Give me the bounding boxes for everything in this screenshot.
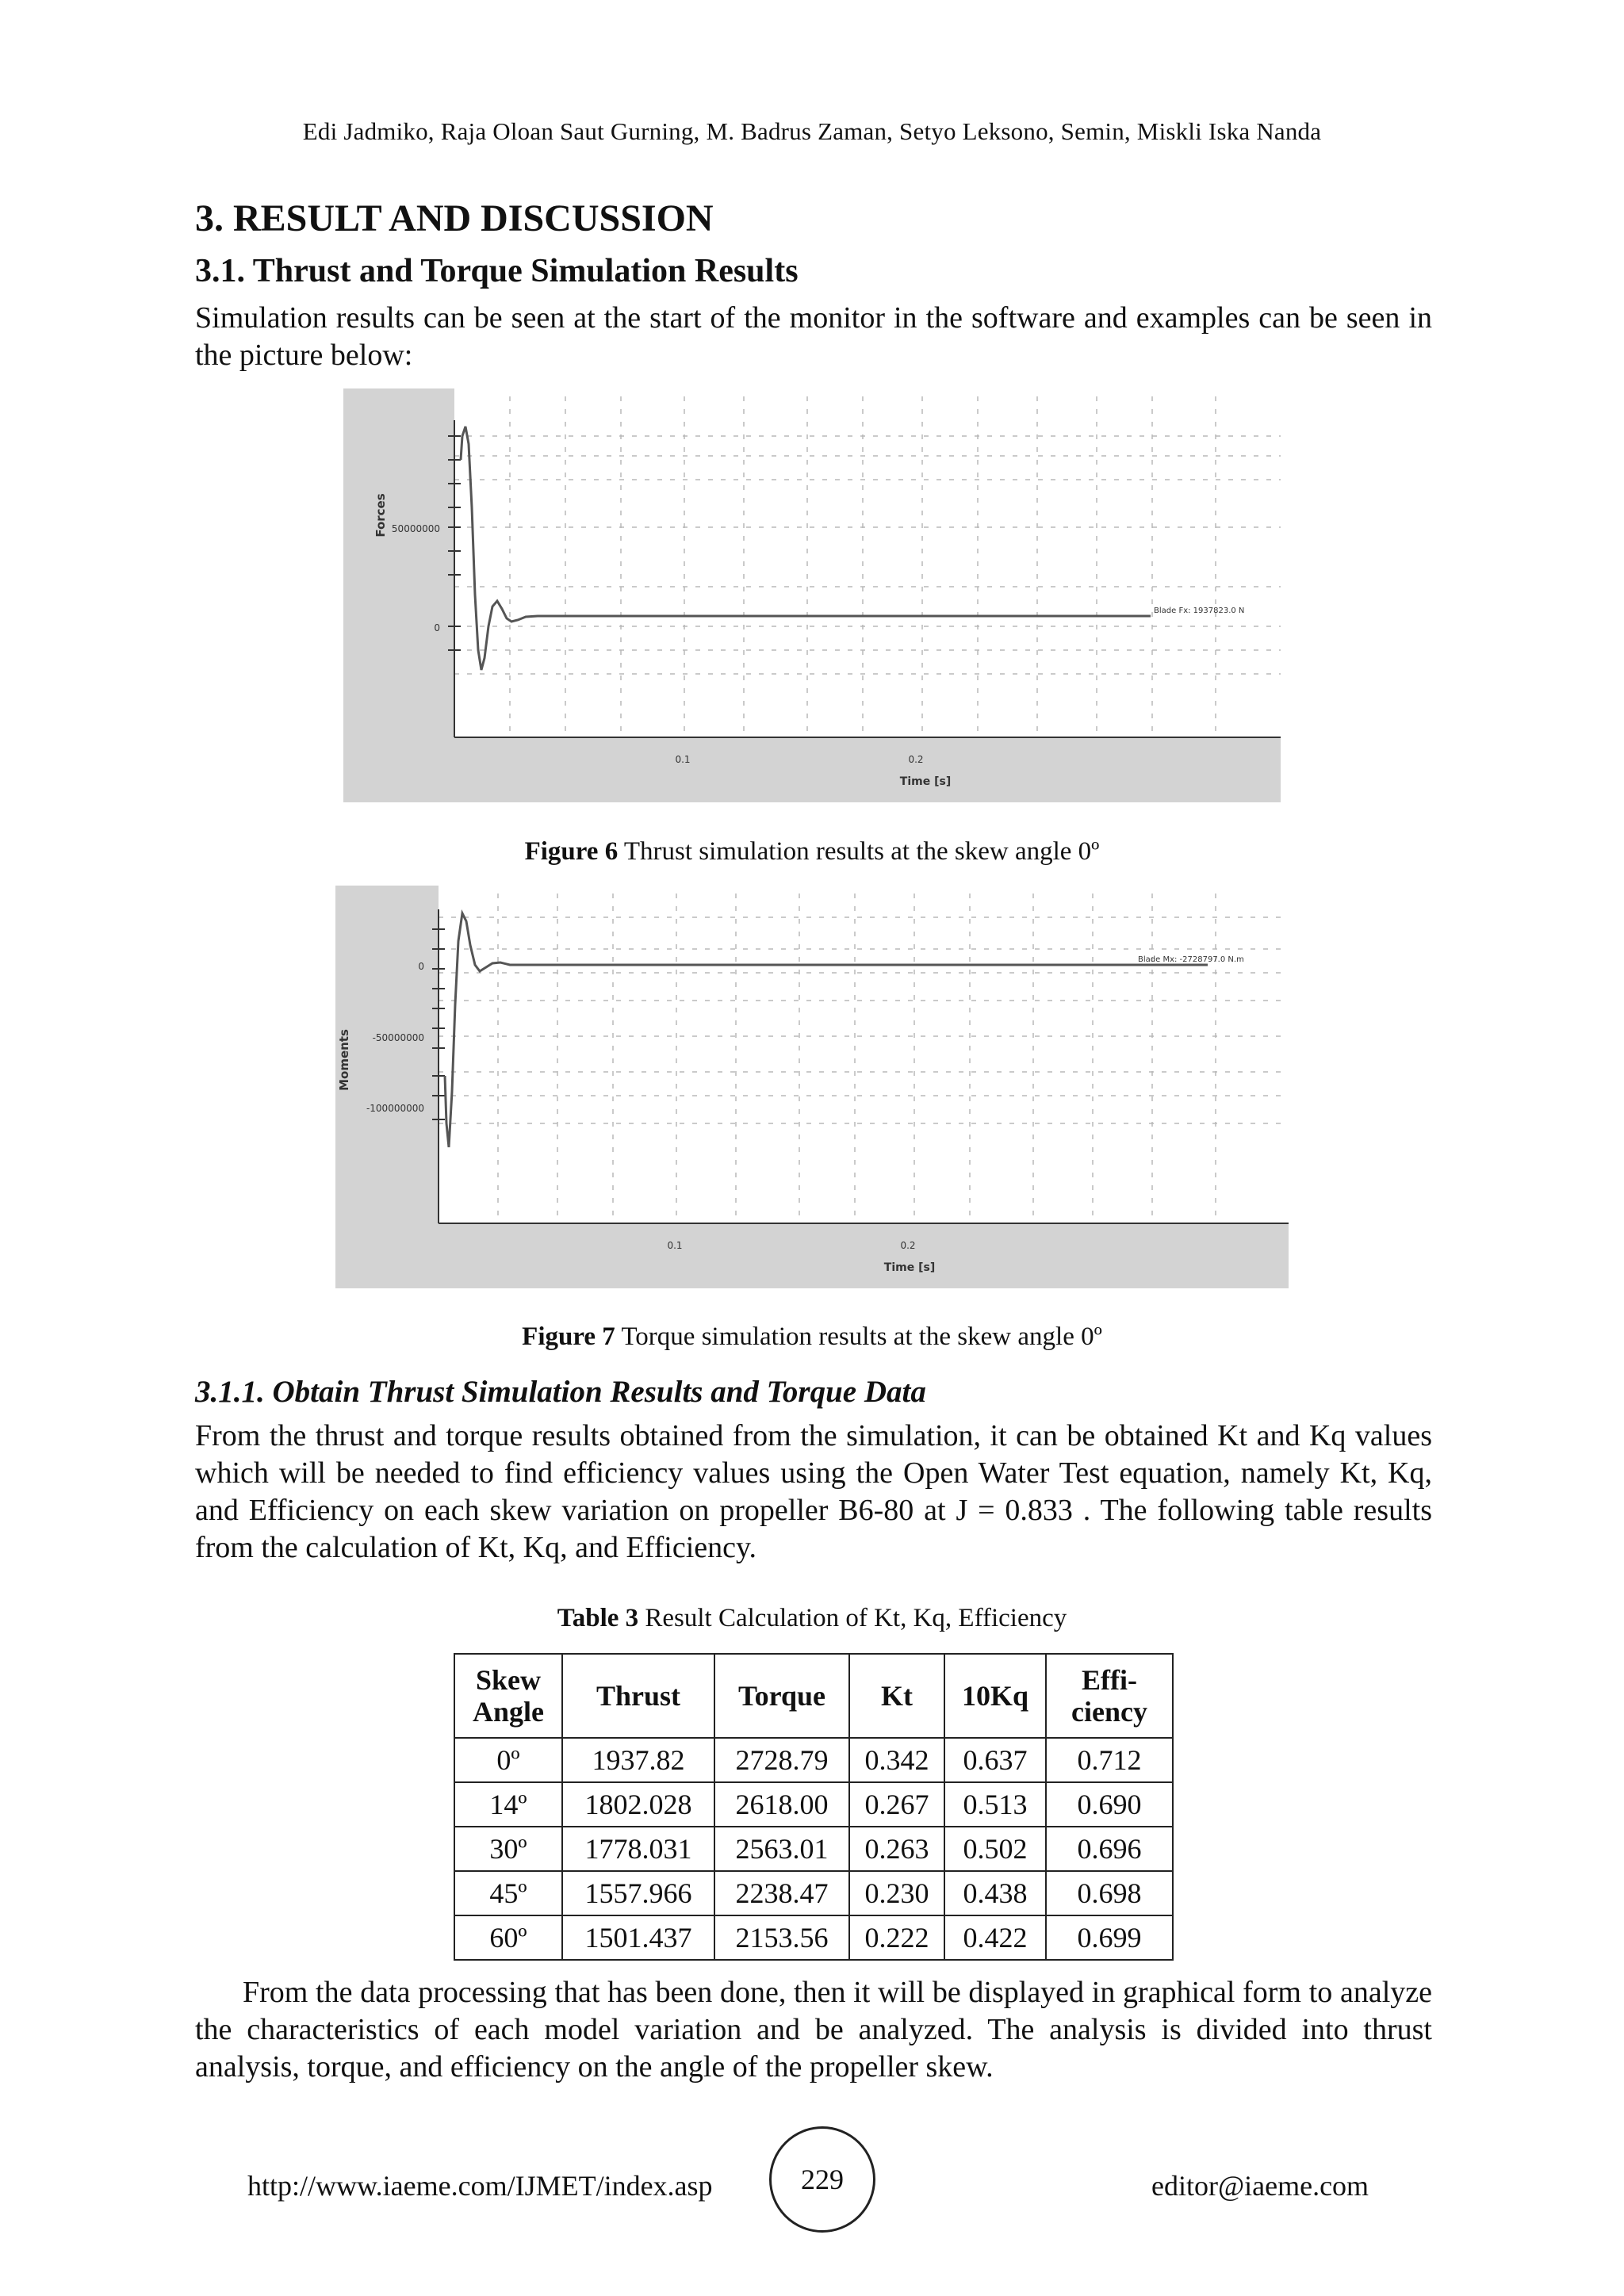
subsection-title: 3.1. Thrust and Torque Simulation Results (195, 253, 799, 289)
header-kt: Kt (849, 1654, 944, 1738)
table-cell: 60º (454, 1915, 562, 1960)
figure-7-xlabel: Time [s] (883, 1261, 936, 1274)
table-cell: 0º (454, 1738, 562, 1782)
figure-6-xlabel: Time [s] (899, 775, 952, 788)
table-row (454, 1915, 1173, 1960)
running-head: Edi Jadmiko, Raja Oloan Saut Gurning, M. Badrus Zaman, Setyo Leksono, Semin, Miskli Iska Nanda (302, 117, 1322, 145)
figure-6-ytick-2: 0 (434, 622, 440, 633)
figure-7-ytick-3: -100000000 (366, 1103, 424, 1114)
figure-6-ytick-1: 50000000 (391, 523, 440, 534)
table-cell: 0.422 (944, 1915, 1046, 1960)
table-cell: 0.438 (944, 1871, 1046, 1915)
footer-email-link[interactable]: editor@iaeme.com (1151, 2170, 1369, 2202)
table-cell: 1778.031 (562, 1827, 714, 1871)
table-cell: 2563.01 (714, 1827, 849, 1871)
table-cell: 0.699 (1046, 1915, 1173, 1960)
plot-area (439, 886, 1289, 1223)
results-table (454, 1653, 1174, 1961)
figure-7-caption: Figure 7 Torque simulation results at the skew angle 0º (522, 1322, 1102, 1351)
table-cell: 0.267 (849, 1782, 944, 1827)
table-row (454, 1782, 1173, 1827)
table-cell: 1557.966 (562, 1871, 714, 1915)
table-cell: 0.230 (849, 1871, 944, 1915)
header-skew-angle: Skew Angle (454, 1654, 562, 1738)
table-header-row (454, 1654, 1173, 1738)
figure-7-torque-plot (335, 886, 1289, 1288)
table-cell: 0.513 (944, 1782, 1046, 1827)
table-3-caption: Table 3 Result Calculation of Kt, Kq, Efficiency (557, 1604, 1067, 1632)
paragraph-kt-kq: From the thrust and torque results obtained from the simulation, it can be obtained Kt and Kq values which will be needed to find efficiency values using the Open Water Test equation, namely Kt, Kq, and Efficiency on each skew variation on propeller B6-80 at J = 0.833 . The following table results from the calculation of Kt, Kq, and Efficiency. (195, 1419, 1432, 1564)
table-cell: 2618.00 (714, 1782, 849, 1827)
table-cell: 0.637 (944, 1738, 1046, 1782)
figure-6-annotation: Blade Fx: 1937823.0 N (1154, 607, 1245, 615)
figure-7-ytick-1: 0 (418, 961, 424, 972)
page-number: 229 (769, 2126, 875, 2233)
table-cell: 1802.028 (562, 1782, 714, 1827)
table-cell: 0.698 (1046, 1871, 1173, 1915)
figure-6-caption: Figure 6 Thrust simulation results at the skew angle 0º (524, 837, 1100, 866)
plot-area (454, 388, 1281, 737)
table-cell: 0.502 (944, 1827, 1046, 1871)
table-row (454, 1827, 1173, 1871)
figure-7-ytick-2: -50000000 (372, 1032, 424, 1043)
figure-6-thrust-plot (343, 388, 1281, 802)
section-title: 3. RESULT AND DISCUSSION (195, 197, 714, 239)
subsubsection-title: 3.1.1. Obtain Thrust Simulation Results and Torque Data (195, 1375, 926, 1409)
table-cell: 30º (454, 1827, 562, 1871)
footer-url-link[interactable]: http://www.iaeme.com/IJMET/index.asp (247, 2170, 713, 2202)
table-cell: 0.696 (1046, 1827, 1173, 1871)
table-row (454, 1871, 1173, 1915)
intro-paragraph: Simulation results can be seen at the start of the monitor in the software and examples can be seen in the picture below: (195, 301, 1432, 372)
table-cell: 2238.47 (714, 1871, 849, 1915)
table-cell: 0.222 (849, 1915, 944, 1960)
table-cell: 1501.437 (562, 1915, 714, 1960)
header-efficiency: Effi- ciency (1046, 1654, 1173, 1738)
figure-6-ylabel: Forces (373, 493, 388, 538)
figure-6-xtick-2: 0.2 (908, 754, 924, 765)
table-cell: 45º (454, 1871, 562, 1915)
figure-7-annotation: Blade Mx: -2728797.0 N.m (1138, 955, 1244, 964)
paragraph-analysis: From the data processing that has been done, then it will be displayed in graphical form to analyze the characteristics of each model variation and be analyzed. The analysis is divided into thrust analysis, torque, and efficiency on the angle of the propeller skew. (195, 1976, 1432, 2084)
table-row (454, 1738, 1173, 1782)
table-cell: 1937.82 (562, 1738, 714, 1782)
table-cell: 0.342 (849, 1738, 944, 1782)
header-thrust: Thrust (562, 1654, 714, 1738)
header-torque: Torque (714, 1654, 849, 1738)
figure-6-xtick-1: 0.1 (675, 754, 691, 765)
table-cell: 0.712 (1046, 1738, 1173, 1782)
table-cell: 2728.79 (714, 1738, 849, 1782)
figure-7-xtick-1: 0.1 (667, 1240, 683, 1251)
figure-7-xtick-2: 0.2 (900, 1240, 916, 1251)
table-cell: 0.263 (849, 1827, 944, 1871)
table-cell: 2153.56 (714, 1915, 849, 1960)
table-cell: 0.690 (1046, 1782, 1173, 1827)
table-cell: 14º (454, 1782, 562, 1827)
header-10kq: 10Kq (944, 1654, 1046, 1738)
figure-7-ylabel: Moments (337, 1029, 351, 1091)
